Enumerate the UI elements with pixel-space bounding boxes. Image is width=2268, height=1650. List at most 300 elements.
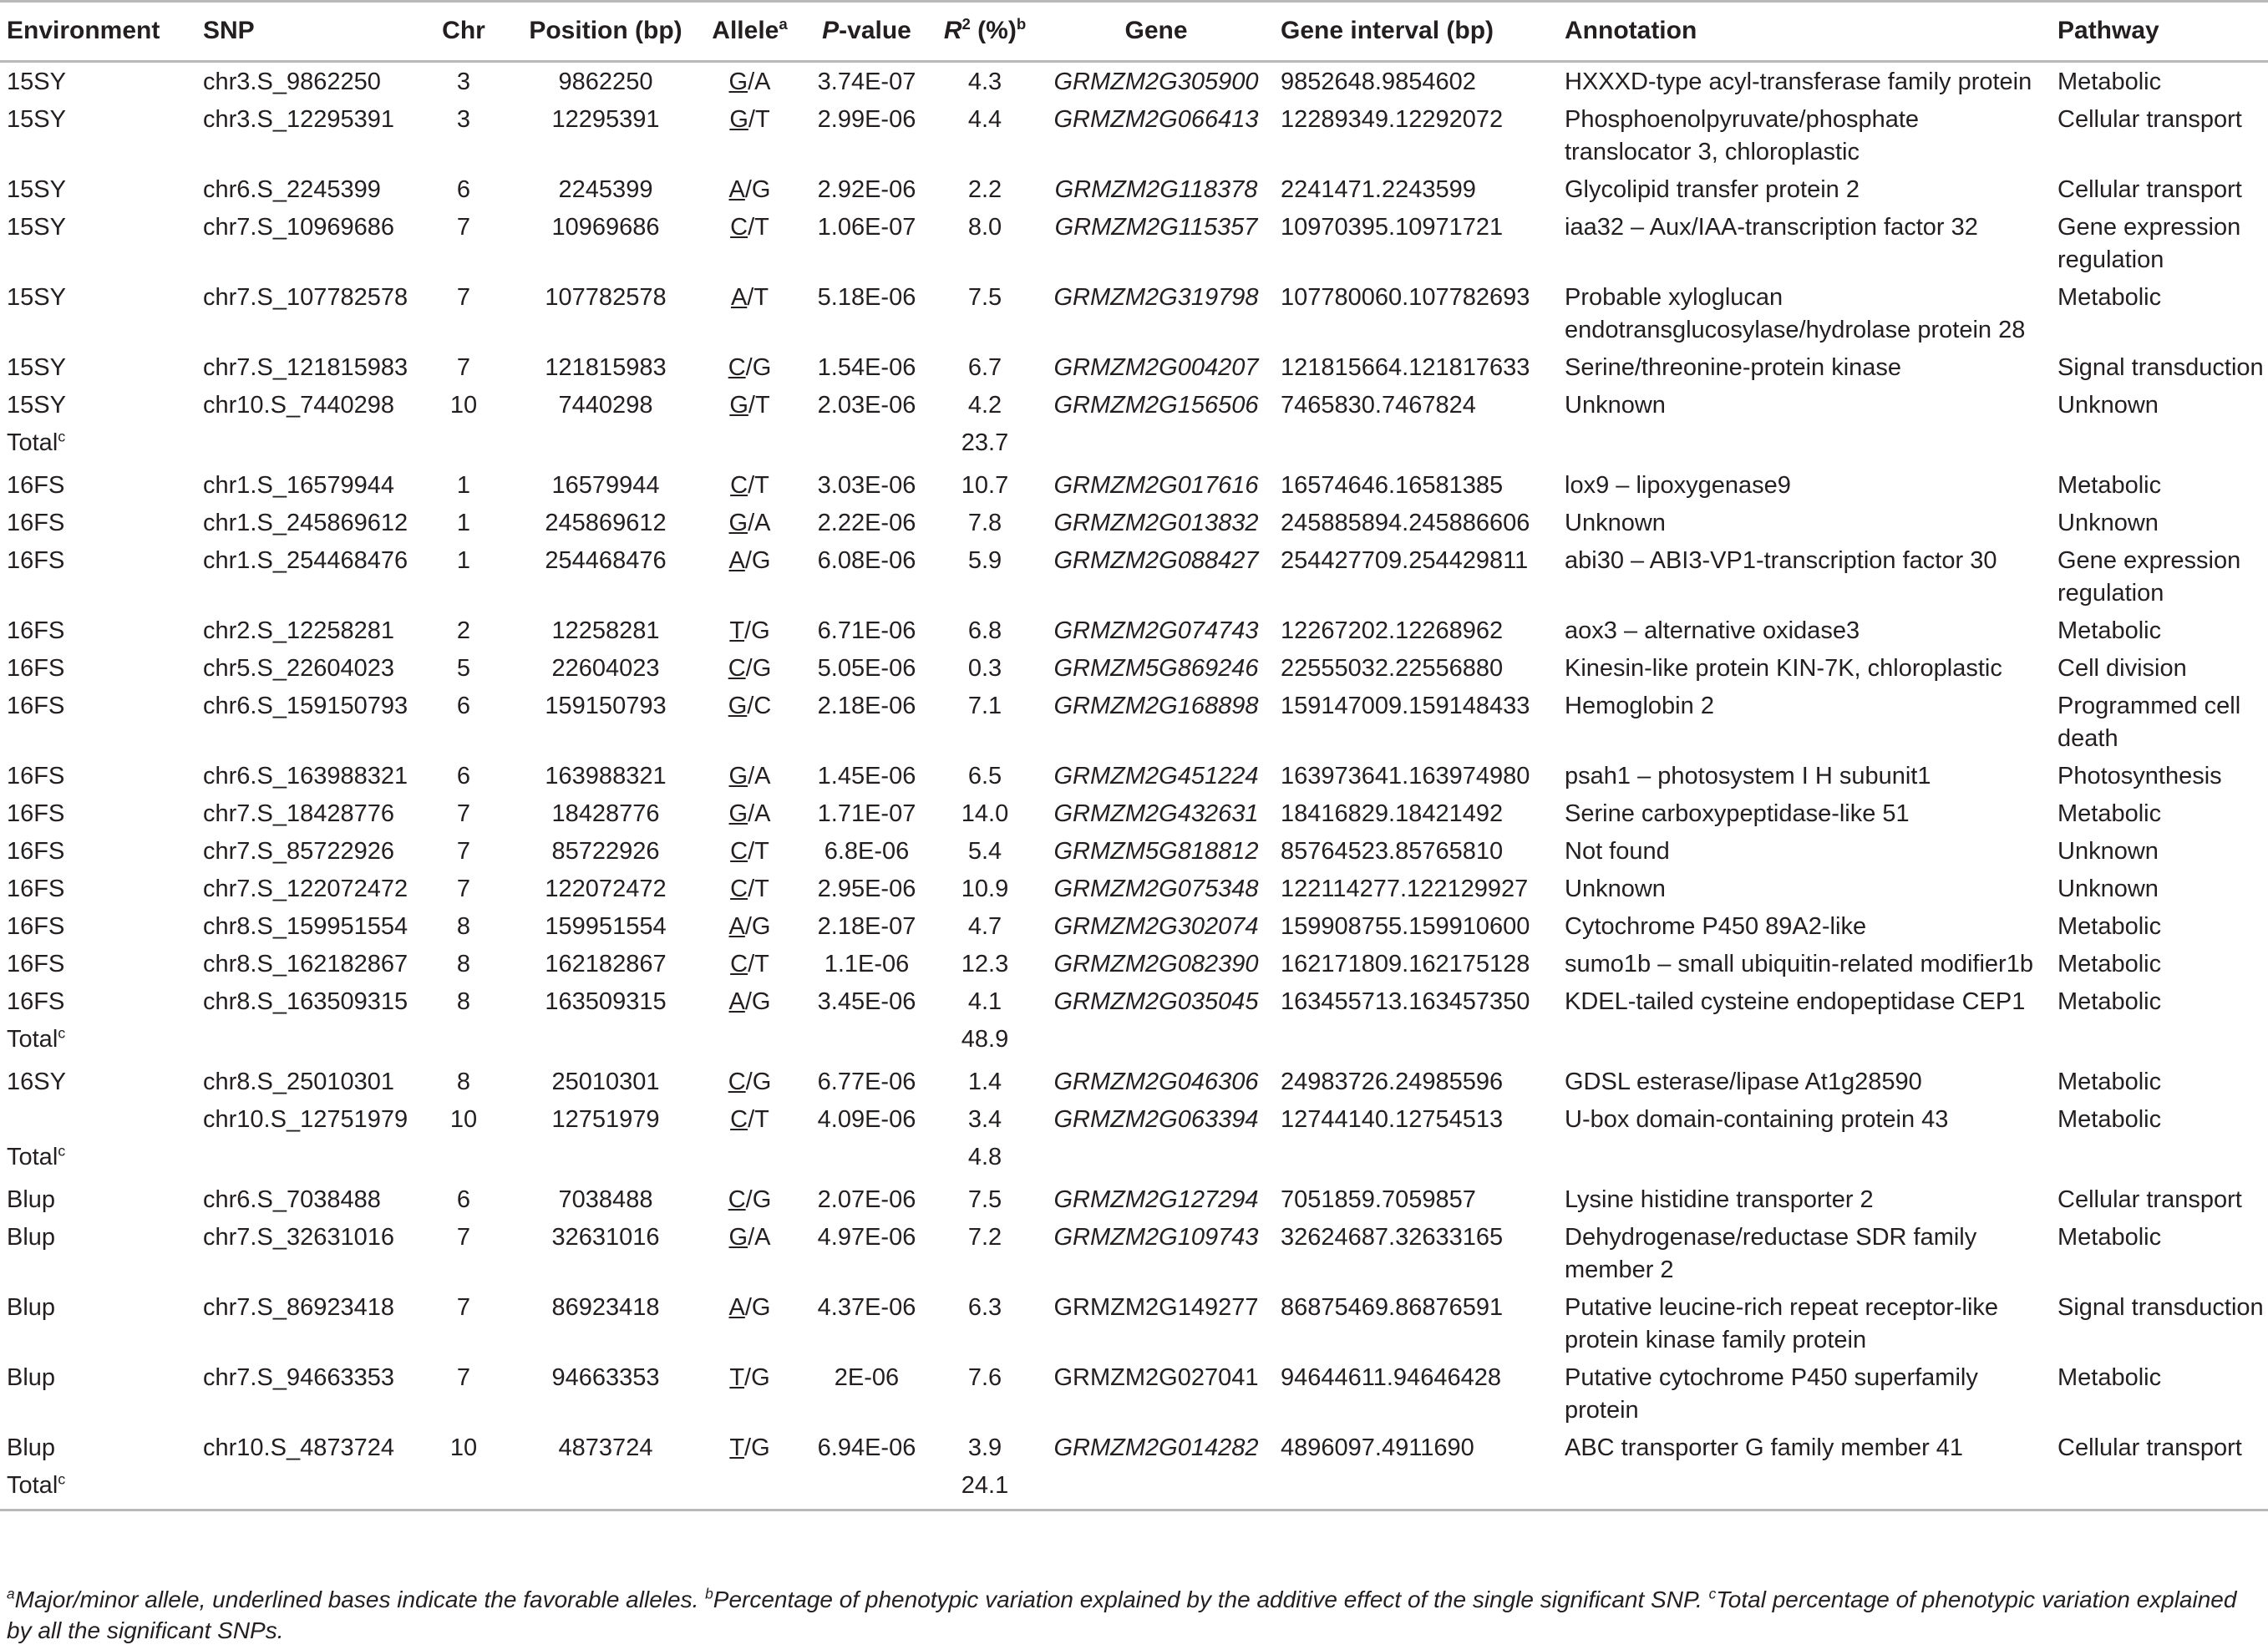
allele-cell [698,348,802,386]
pvalue-cell: 4.37E-06 [817,1294,916,1321]
r2-cell: 8.0 [967,214,1002,241]
gene-interval-cell: 18416829.18421492 [1281,800,1504,827]
pathway-cell: Metabolic [2057,951,2162,977]
empty-cell [1558,424,2051,466]
minor-allele: /A [748,1224,771,1251]
gene-cell: GRMZM2G035045 [1053,988,1259,1015]
annotation-cell: GDSL esterase/lipase At1g28590 [1565,1069,1922,1095]
minor-allele: /G [744,988,771,1015]
table-row [0,1100,2268,1138]
r2-cell: 7.5 [967,1186,1002,1213]
chr-cell: 1 [456,510,471,536]
r2-cell: 5.9 [967,547,1002,574]
annotation-cell: abi30 – ABI3-VP1-transcription factor 30 [1565,547,1997,574]
pathway-cell: Unknown [2057,838,2159,865]
gene-cell: GRMZM2G046306 [1053,1069,1259,1095]
table-row [0,466,2268,504]
empty-cell [1038,1466,1274,1510]
allele-cell [698,1358,802,1429]
minor-allele: /G [744,1364,770,1391]
empty-cell [414,424,514,466]
pvalue-cell: 1.54E-06 [817,354,916,381]
r2-cell: 6.7 [967,354,1002,381]
annotation-cell: Cytochrome P450 89A2-like [1565,913,1867,940]
empty-cell [414,1138,514,1180]
annotation-cell: Unknown [1565,510,1666,536]
allele-cell [698,170,802,208]
position-cell: 163988321 [545,763,667,789]
allele-cell [698,62,802,101]
gene-interval-cell: 12267202.12268962 [1281,617,1504,644]
empty-cell [698,424,802,466]
favorable-allele: C [728,1186,746,1213]
empty-cell [2051,1020,2268,1063]
annotation-cell: Probable xyloglucan endotransglucosylase/hydrolase protein 28 [1565,284,2026,343]
header-pvalue-p: P [822,17,840,44]
chr-cell: 2 [456,617,471,644]
chr-cell: 7 [456,284,471,311]
table-row [0,348,2268,386]
allele-cell [698,100,802,170]
minor-allele: /T [748,1106,769,1133]
snp-cell: chr2.S_12258281 [203,617,394,644]
chr-cell: 6 [456,1186,471,1213]
minor-allele: /C [747,693,772,719]
empty-cell [802,1138,931,1180]
environment-cell: 16FS [7,913,65,940]
favorable-allele: C [728,354,746,381]
pathway-cell: Metabolic [2057,69,2162,95]
r2-cell: 0.3 [967,655,1002,682]
pathway-cell: Metabolic [2057,1069,2162,1095]
allele-cell [698,278,802,348]
empty-cell [180,1466,414,1510]
minor-allele: /T [748,876,769,902]
position-cell: 12751979 [551,1106,660,1133]
chr-cell: 3 [456,69,471,95]
favorable-allele: G [729,106,748,133]
minor-allele: /G [745,1186,772,1213]
chr-cell: 6 [456,693,471,719]
footnote-b-mark: b [705,1585,713,1602]
snp-cell: chr7.S_32631016 [203,1224,394,1251]
empty-cell [698,1020,802,1063]
allele-cell [698,504,802,541]
gene-cell: GRMZM2G017616 [1053,472,1259,499]
gene-cell: GRMZM2G027041 [1053,1364,1259,1391]
r2-cell: 4.3 [967,69,1002,95]
environment-cell: 16FS [7,655,65,682]
annotation-cell: Serine carboxypeptidase-like 51 [1565,800,1910,827]
header-gene: Gene [1038,2,1274,62]
gene-interval-cell: 163455713.163457350 [1281,988,1530,1015]
total-r2-cell: 23.7 [961,429,1009,456]
gene-cell: GRMZM2G305900 [1053,69,1259,95]
total-label: Total [7,429,58,456]
chr-cell: 8 [456,1069,471,1095]
r2-cell: 6.8 [967,617,1002,644]
empty-cell [1274,1138,1558,1180]
chr-cell: 7 [456,354,471,381]
environment-cell: 15SY [7,106,66,133]
environment-cell: 16FS [7,472,65,499]
pvalue-cell: 2.18E-06 [817,693,916,719]
gene-interval-cell: 9852648.9854602 [1281,69,1476,95]
pathway-cell: Programmed cell death [2057,693,2241,752]
gene-interval-cell: 12744140.12754513 [1281,1106,1504,1133]
allele-cell [698,982,802,1020]
r2-cell: 4.1 [967,988,1002,1015]
footnote-mark-a: a [779,15,788,33]
r2-cell: 7.8 [967,510,1002,536]
position-cell: 122072472 [545,876,667,902]
empty-cell [1038,424,1274,466]
pvalue-cell: 2.92E-06 [817,176,916,203]
snp-cell: chr1.S_254468476 [203,547,408,574]
favorable-allele: A [728,176,745,203]
gene-cell: GRMZM2G302074 [1053,913,1259,940]
gene-cell: GRMZM2G004207 [1053,354,1259,381]
gene-cell: GRMZM2G013832 [1053,510,1259,536]
allele-cell [698,757,802,795]
position-cell: 245869612 [545,510,667,536]
minor-allele: /A [748,69,771,95]
gene-interval-cell: 85764523.85765810 [1281,838,1504,865]
gene-cell: GRMZM2G149277 [1053,1294,1259,1321]
header-annotation: Annotation [1558,2,2051,62]
annotation-cell: psah1 – photosystem I H subunit1 [1565,763,1931,789]
pvalue-cell: 5.05E-06 [817,655,916,682]
annotation-cell: Phosphoenolpyruvate/phosphate translocator 3, chloroplastic [1565,106,1920,165]
footnote-c-mark: c [1708,1585,1717,1602]
environment-cell: 16FS [7,693,65,719]
chr-cell: 1 [456,547,471,574]
total-r2-cell: 48.9 [961,1026,1009,1053]
empty-cell [698,1138,802,1180]
snp-cell: chr6.S_163988321 [203,763,408,789]
total-row [0,1466,2268,1510]
annotation-cell: Lysine histidine transporter 2 [1565,1186,1874,1213]
snp-cell: chr7.S_122072472 [203,876,408,902]
allele-cell [698,386,802,424]
total-r2-cell: 4.8 [967,1144,1002,1170]
pvalue-cell: 6.71E-06 [817,617,916,644]
gene-interval-cell: 24983726.24985596 [1281,1069,1504,1095]
chr-cell: 10 [449,392,478,419]
snp-cell: chr7.S_18428776 [203,800,394,827]
allele-cell [698,945,802,982]
annotation-cell: Kinesin-like protein KIN-7K, chloroplastic [1565,655,2002,682]
pathway-cell: Unknown [2057,510,2159,536]
chr-cell: 8 [456,951,471,977]
table-row [0,62,2268,101]
table-row [0,1429,2268,1466]
r2-cell: 7.2 [967,1224,1002,1251]
snp-cell: chr7.S_85722926 [203,838,394,865]
gene-cell: GRMZM5G869246 [1053,655,1259,682]
r2-cell: 3.4 [967,1106,1002,1133]
favorable-allele: A [728,547,745,574]
pathway-cell: Cellular transport [2057,1434,2242,1461]
pathway-cell: Signal transduction [2057,1294,2264,1321]
minor-allele: /G [744,913,771,940]
empty-cell [2051,1138,2268,1180]
gene-cell: GRMZM2G066413 [1053,106,1259,133]
r2-cell: 14.0 [961,800,1009,827]
favorable-allele: T [729,1364,745,1391]
gene-cell: GRMZM5G818812 [1053,838,1259,865]
favorable-allele: A [728,1294,745,1321]
favorable-allele: C [728,655,746,682]
empty-cell [180,424,414,466]
empty-cell [1038,1020,1274,1063]
pvalue-cell: 2.95E-06 [817,876,916,902]
r2-cell: 12.3 [961,951,1009,977]
pvalue-cell: 6.77E-06 [817,1069,916,1095]
position-cell: 12295391 [551,106,660,133]
position-cell: 162182867 [545,951,667,977]
chr-cell: 7 [456,1294,471,1321]
footnote-mark-c: c [58,1024,66,1042]
table-row [0,504,2268,541]
gene-cell: GRMZM2G014282 [1053,1434,1259,1461]
chr-cell: 8 [456,913,471,940]
gene-interval-cell: 159908755.159910600 [1281,913,1530,940]
empty-cell [802,1020,931,1063]
minor-allele: /T [748,951,769,977]
pathway-cell: Signal transduction [2057,354,2264,381]
environment-cell: 15SY [7,214,66,241]
r2-cell: 4.7 [967,913,1002,940]
pvalue-cell: 1.06E-07 [817,214,916,241]
environment-cell: 15SY [7,392,66,419]
annotation-cell: Unknown [1565,392,1666,419]
gene-interval-cell: 245885894.245886606 [1281,510,1530,536]
table-row [0,1063,2268,1100]
table-row [0,832,2268,870]
annotation-cell: Glycolipid transfer protein 2 [1565,176,1860,203]
table-row [0,687,2268,757]
gene-cell: GRMZM2G118378 [1054,176,1258,203]
snp-cell: chr6.S_7038488 [203,1186,381,1213]
total-label-cell [0,1466,180,1510]
snp-cell: chr8.S_162182867 [203,951,408,977]
annotation-cell: Not found [1565,838,1670,865]
snp-cell: chr6.S_2245399 [203,176,381,203]
gene-cell: GRMZM2G168898 [1053,693,1259,719]
snp-cell: chr7.S_94663353 [203,1364,394,1391]
pvalue-cell: 3.74E-07 [817,69,916,95]
gene-cell: GRMZM2G451224 [1053,763,1259,789]
annotation-cell: HXXXD-type acyl-transferase family protein [1565,69,2032,95]
pvalue-cell: 6.8E-06 [824,838,910,865]
annotation-cell: Hemoglobin 2 [1565,693,1714,719]
gene-interval-cell: 12289349.12292072 [1281,106,1504,133]
allele-cell [698,541,802,612]
empty-cell [2051,424,2268,466]
environment-cell: 15SY [7,354,66,381]
snp-cell: chr7.S_10969686 [203,214,394,241]
pvalue-cell: 3.45E-06 [817,988,916,1015]
minor-allele: /G [744,176,771,203]
pathway-cell: Cellular transport [2057,106,2242,133]
environment-cell: 15SY [7,176,66,203]
position-cell: 85722926 [551,838,660,865]
favorable-allele: T [729,1434,745,1461]
gene-interval-cell: 7051859.7059857 [1281,1186,1476,1213]
empty-cell [698,1466,802,1510]
position-cell: 7038488 [558,1186,653,1213]
chr-cell: 5 [456,655,471,682]
favorable-allele: G [728,693,748,719]
annotation-cell: Unknown [1565,876,1666,902]
favorable-allele: C [728,1069,746,1095]
footnote-mark-c: c [58,428,66,445]
pvalue-cell: 6.94E-06 [817,1434,916,1461]
table-row [0,100,2268,170]
annotation-cell: Dehydrogenase/reductase SDR family member 2 [1565,1224,1977,1283]
annotation-cell: Putative cytochrome P450 superfamily protein [1565,1364,1978,1424]
allele-cell [698,795,802,832]
table-row [0,870,2268,907]
pvalue-cell: 1.45E-06 [817,763,916,789]
gene-interval-cell: 4896097.4911690 [1281,1434,1474,1461]
allele-cell [698,1063,802,1100]
gene-interval-cell: 22555032.22556880 [1281,655,1504,682]
minor-allele: /T [748,838,769,865]
environment-cell: Blup [7,1364,56,1391]
minor-allele: /A [748,763,771,789]
allele-cell [698,870,802,907]
favorable-allele: G [728,510,748,536]
pvalue-cell: 3.03E-06 [817,472,916,499]
favorable-allele: G [729,392,748,419]
gene-interval-cell: 121815664.121817633 [1281,354,1530,381]
table-row [0,1218,2268,1288]
minor-allele: /G [744,617,770,644]
allele-cell [698,1218,802,1288]
chr-cell: 1 [456,472,471,499]
position-cell: 25010301 [551,1069,660,1095]
pathway-cell: Cellular transport [2057,1186,2242,1213]
chr-cell: 7 [456,876,471,902]
annotation-cell: Serine/threonine-protein kinase [1565,354,1902,381]
position-cell: 2245399 [558,176,653,203]
chr-cell: 8 [456,988,471,1015]
allele-cell [698,832,802,870]
r2-cell: 10.9 [961,876,1009,902]
empty-cell [414,1020,514,1063]
table-row [0,945,2268,982]
favorable-allele: G [728,800,748,827]
position-cell: 10969686 [551,214,660,241]
table-row [0,649,2268,687]
position-cell: 159150793 [545,693,667,719]
environment-cell: 16FS [7,617,65,644]
r2-cell: 4.4 [967,106,1002,133]
empty-cell [514,1466,698,1510]
table-row [0,170,2268,208]
header-position: Position (bp) [514,2,698,62]
table-row [0,795,2268,832]
allele-cell [698,1180,802,1218]
gene-cell: GRMZM2G127294 [1053,1186,1259,1213]
empty-cell [1558,1466,2051,1510]
minor-allele: /T [747,284,769,311]
minor-allele: /T [748,392,770,419]
annotation-cell: ABC transporter G family member 41 [1565,1434,1964,1461]
snp-cell: chr1.S_16579944 [203,472,394,499]
environment-cell: 15SY [7,69,66,95]
gene-cell: GRMZM2G088427 [1053,547,1259,574]
empty-cell [514,1020,698,1063]
pathway-cell: Cellular transport [2057,176,2242,203]
minor-allele: /A [748,510,771,536]
gene-cell: GRMZM2G075348 [1053,876,1259,902]
r2-cell: 7.6 [967,1364,1002,1391]
table-row [0,1358,2268,1429]
pvalue-cell: 1.1E-06 [824,951,910,977]
footnote-b-text: Percentage of phenotypic variation explained by the additive effect of the single significant SNP. [713,1587,1709,1612]
header-allele-text: Allele [712,17,779,44]
gene-interval-cell: 32624687.32633165 [1281,1224,1504,1251]
minor-allele: /G [744,1294,771,1321]
table-row [0,278,2268,348]
environment-cell: Blup [7,1294,56,1321]
pvalue-cell: 1.71E-07 [817,800,916,827]
header-allele [698,2,802,62]
allele-cell [698,687,802,757]
favorable-allele: C [730,951,748,977]
footnote-mark-c: c [58,1470,66,1488]
pvalue-cell: 4.09E-06 [817,1106,916,1133]
gene-interval-cell: 86875469.86876591 [1281,1294,1504,1321]
favorable-allele: C [730,838,748,865]
table-row [0,612,2268,649]
table-footnote [7,1584,2262,1646]
empty-cell [514,424,698,466]
gene-interval-cell: 163973641.163974980 [1281,763,1530,789]
gene-interval-cell: 162171809.162175128 [1281,951,1530,977]
chr-cell: 7 [456,838,471,865]
favorable-allele: A [728,913,745,940]
environment-cell: 16SY [7,1069,66,1095]
pvalue-cell: 2.07E-06 [817,1186,916,1213]
position-cell: 159951554 [545,913,667,940]
pathway-cell: Metabolic [2057,1224,2162,1251]
snp-cell: chr10.S_7440298 [203,392,394,419]
header-environment: Environment [0,2,180,62]
environment-cell: 16FS [7,800,65,827]
empty-cell [414,1466,514,1510]
snp-cell: chr10.S_12751979 [203,1106,408,1133]
pathway-cell: Metabolic [2057,1364,2162,1391]
allele-cell [698,1429,802,1466]
footnote-mark-b: b [1016,15,1027,33]
gene-cell: GRMZM2G074743 [1053,617,1259,644]
minor-allele: /T [748,214,769,241]
pathway-cell: Metabolic [2057,472,2162,499]
r2-cell: 5.4 [967,838,1002,865]
chr-cell: 10 [449,1106,478,1133]
pvalue-cell: 2.03E-06 [817,392,916,419]
position-cell: 4873724 [558,1434,653,1461]
gene-cell: GRMZM2G319798 [1053,284,1259,311]
minor-allele: /G [745,655,772,682]
environment-cell: 16FS [7,510,65,536]
header-row [0,2,2268,62]
gene-cell: GRMZM2G063394 [1053,1106,1259,1133]
